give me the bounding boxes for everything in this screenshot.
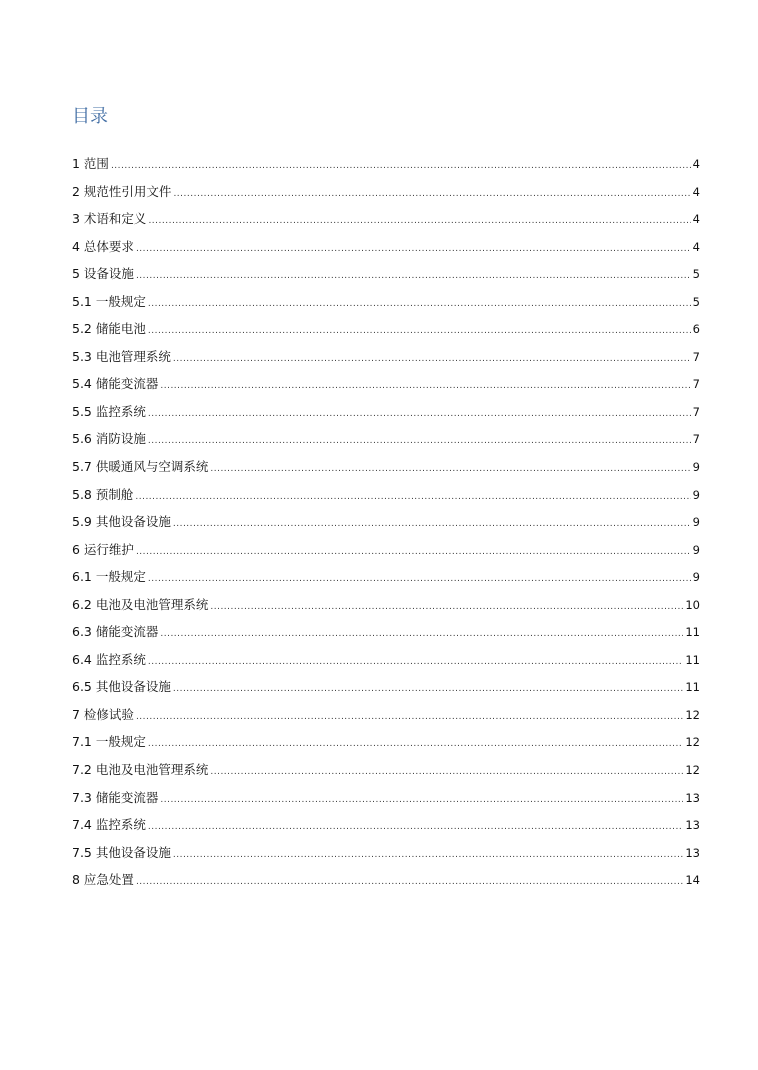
toc-entry-label: 8 应急处置: [72, 872, 134, 888]
toc-entry-page: 9: [692, 570, 700, 585]
toc-entry-page: 13: [685, 818, 700, 833]
toc-entry[interactable]: [72, 182, 700, 210]
toc-entry-page: 9: [692, 542, 700, 557]
toc-title: 目录: [72, 106, 108, 127]
toc-entry-label: 5 设备设施: [72, 266, 134, 282]
toc-entry-page: 11: [685, 652, 700, 667]
toc-entry-label: 6.1 一般规定: [72, 569, 146, 585]
toc-entry-page: 12: [685, 735, 700, 750]
toc-entry-page: 6: [692, 322, 700, 337]
toc-entry-page: 10: [685, 597, 700, 612]
toc-entry[interactable]: [72, 843, 700, 871]
toc-entry[interactable]: [72, 457, 700, 485]
toc-entry-page: 14: [685, 873, 700, 888]
toc-entry[interactable]: [72, 347, 700, 375]
dot-leader: [148, 211, 690, 231]
toc-entry[interactable]: [72, 209, 700, 237]
toc-entry[interactable]: [72, 788, 700, 816]
toc-entry[interactable]: [72, 292, 700, 320]
toc-entry-label: 6.5 其他设备设施: [72, 679, 171, 695]
toc-entry-label: 7.4 监控系统: [72, 817, 146, 833]
toc-entry-label: 5.1 一般规定: [72, 293, 146, 309]
toc-entry-page: 13: [685, 790, 700, 805]
dot-leader: [148, 652, 684, 672]
toc-entry-label: 5.4 储能变流器: [72, 376, 159, 392]
toc-entry[interactable]: [72, 402, 700, 430]
toc-entry-page: 4: [692, 157, 700, 171]
toc-entry-page: 11: [685, 680, 700, 695]
dot-leader: [148, 734, 684, 754]
dot-leader: [148, 431, 691, 451]
dot-leader: [160, 624, 683, 644]
toc-entry-page: 4: [692, 184, 700, 199]
toc-entry-page: 7: [692, 377, 700, 392]
toc-entry-label: 5.3 电池管理系统: [72, 348, 171, 364]
toc-entry[interactable]: [72, 595, 700, 623]
toc-entry[interactable]: [72, 485, 700, 513]
dot-leader: [136, 542, 691, 562]
toc-entry-page: 11: [685, 625, 700, 640]
toc-entry-label: 7.5 其他设备设施: [72, 844, 171, 860]
dot-leader: [173, 679, 684, 699]
toc-entry-page: 9: [692, 515, 700, 530]
toc-entry-page: 7: [692, 349, 700, 364]
dot-leader: [173, 514, 691, 534]
dot-leader: [111, 156, 691, 176]
dot-leader: [136, 872, 683, 892]
toc-entry-label: 4 总体要求: [72, 238, 134, 254]
toc-entry-page: 12: [685, 763, 700, 778]
toc-entry-label: 7.1 一般规定: [72, 734, 146, 750]
dot-leader: [148, 294, 691, 314]
toc-entry-label: 5.6 消防设施: [72, 431, 146, 447]
dot-leader: [210, 762, 683, 782]
toc-entry-label: 6.3 储能变流器: [72, 624, 159, 640]
table-of-contents: [72, 154, 700, 898]
dot-leader: [148, 404, 691, 424]
toc-entry-label: 5.2 储能电池: [72, 321, 146, 337]
toc-entry-page: 9: [692, 460, 700, 475]
toc-entry-page: 5: [692, 267, 700, 282]
toc-entry[interactable]: [72, 264, 700, 292]
toc-entry-label: 5.5 监控系统: [72, 403, 146, 419]
toc-entry-label: 7.2 电池及电池管理系统: [72, 762, 209, 778]
toc-entry[interactable]: [72, 870, 700, 898]
toc-entry[interactable]: [72, 760, 700, 788]
toc-entry[interactable]: [72, 567, 700, 595]
toc-entry[interactable]: [72, 540, 700, 568]
toc-entry[interactable]: [72, 650, 700, 678]
toc-entry-label: 6 运行维护: [72, 541, 134, 557]
toc-entry-label: 5.9 其他设备设施: [72, 514, 171, 530]
toc-entry-label: 2 规范性引用文件: [72, 183, 172, 199]
dot-leader: [160, 376, 690, 396]
toc-entry-label: 6.2 电池及电池管理系统: [72, 596, 209, 612]
dot-leader: [173, 845, 684, 865]
toc-entry-page: 9: [692, 487, 700, 502]
dot-leader: [148, 321, 691, 341]
dot-leader: [148, 817, 684, 837]
toc-entry[interactable]: [72, 677, 700, 705]
dot-leader: [210, 597, 683, 617]
toc-entry-label: 3 术语和定义: [72, 211, 147, 227]
dot-leader: [173, 349, 691, 369]
dot-leader: [135, 487, 690, 507]
toc-entry[interactable]: [72, 815, 700, 843]
toc-entry[interactable]: [72, 374, 700, 402]
toc-entry-page: 7: [692, 432, 700, 447]
toc-entry-page: 12: [685, 707, 700, 722]
dot-leader: [148, 569, 691, 589]
toc-entry[interactable]: [72, 732, 700, 760]
dot-leader: [160, 790, 683, 810]
toc-entry-label: 1 范围: [72, 156, 109, 171]
toc-entry-label: 5.8 预制舱: [72, 486, 134, 502]
toc-entry-page: 4: [692, 212, 700, 227]
toc-entry-page: 5: [692, 294, 700, 309]
toc-entry-label: 5.7 供暖通风与空调系统: [72, 459, 209, 475]
toc-entry[interactable]: [72, 429, 700, 457]
dot-leader: [136, 239, 691, 259]
dot-leader: [136, 266, 691, 286]
toc-entry-label: 7 检修试验: [72, 706, 134, 722]
dot-leader: [173, 184, 690, 204]
toc-entry-label: 6.4 监控系统: [72, 651, 146, 667]
toc-entry[interactable]: [72, 154, 700, 182]
toc-entry[interactable]: [72, 319, 700, 347]
toc-entry-label: 7.3 储能变流器: [72, 789, 159, 805]
toc-entry-page: 7: [692, 404, 700, 419]
toc-entry-page: 13: [685, 845, 700, 860]
toc-entry-page: 4: [692, 239, 700, 254]
toc-entry[interactable]: [72, 705, 700, 733]
dot-leader: [136, 707, 683, 727]
toc-entry[interactable]: [72, 237, 700, 265]
toc-entry[interactable]: [72, 622, 700, 650]
dot-leader: [210, 459, 690, 479]
toc-entry[interactable]: [72, 512, 700, 540]
